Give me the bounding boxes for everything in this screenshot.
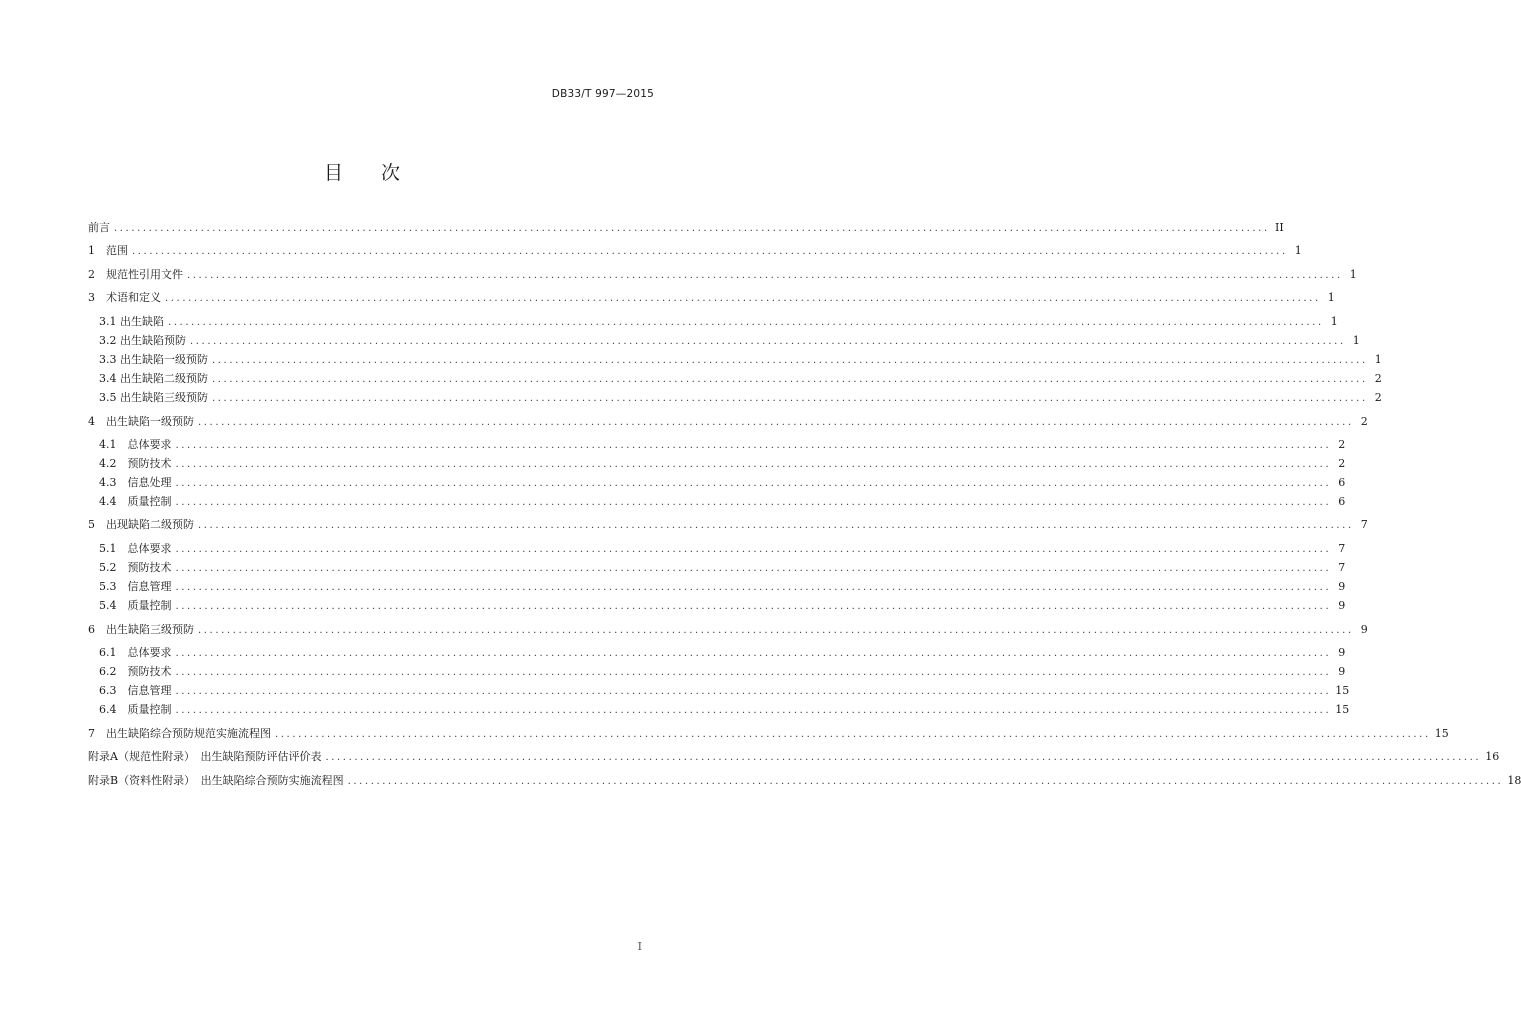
toc-entry-page: 1 xyxy=(1327,291,1335,304)
toc-entry-leader: ........................................................................................................................................................................................................ xyxy=(175,544,1332,555)
toc-entry-page: 6 xyxy=(1338,476,1346,489)
toc-entry[interactable] xyxy=(99,645,1346,661)
toc-entry[interactable] xyxy=(99,314,1338,330)
toc-entry-page: 9 xyxy=(1338,665,1346,678)
toc-entry-leader: ........................................................................................................................................................................................................ xyxy=(275,729,1431,740)
toc-title-left: 目 xyxy=(323,162,343,184)
toc-entry-label: 前言 xyxy=(88,221,110,234)
toc-entry-page: 9 xyxy=(1338,599,1346,612)
toc-entry-page: 2 xyxy=(1360,415,1368,428)
toc-entry[interactable] xyxy=(88,243,1302,259)
toc-entry-leader: ........................................................................................................................................................................................................ xyxy=(212,374,1368,385)
toc-entry-page: 7 xyxy=(1360,518,1368,531)
toc-entry-leader: ........................................................................................................................................................................................................ xyxy=(175,478,1332,489)
toc-entry-leader: ........................................................................................................................................................................................................ xyxy=(175,497,1332,508)
toc-entry[interactable] xyxy=(99,371,1382,387)
toc-entry-page: 2 xyxy=(1374,391,1382,404)
toc-entry[interactable] xyxy=(99,390,1382,406)
toc-entry-leader: ........................................................................................................................................................................................................ xyxy=(132,246,1288,257)
toc-entry-page: 2 xyxy=(1338,457,1346,470)
toc-entry-leader: ........................................................................................................................................................................................................ xyxy=(175,582,1332,593)
toc-entry-label: 3.4 出生缺陷二级预防 xyxy=(99,372,208,385)
toc-entry-label: 3 术语和定义 xyxy=(88,291,161,304)
toc-entry-label: 附录A（规范性附录） 出生缺陷预防评估评价表 xyxy=(88,750,322,763)
toc-entry-page: 15 xyxy=(1335,703,1350,716)
toc-entry-label: 4.2 预防技术 xyxy=(99,457,172,470)
toc-entry-label: 5.2 预防技术 xyxy=(99,561,172,574)
toc-entry-label: 4 出生缺陷一级预防 xyxy=(88,415,194,428)
toc-entry[interactable] xyxy=(99,683,1350,699)
toc-entry[interactable] xyxy=(99,475,1346,491)
toc-entry[interactable] xyxy=(99,560,1346,576)
toc-entry-page: 6 xyxy=(1338,495,1346,508)
toc-entry[interactable] xyxy=(99,437,1346,453)
toc-entry-leader: ........................................................................................................................................................................................................ xyxy=(212,393,1368,404)
toc-entry[interactable] xyxy=(88,749,1500,765)
toc-entry-leader: ........................................................................................................................................................................................................ xyxy=(325,752,1482,763)
toc-entry-leader: ........................................................................................................................................................................................................ xyxy=(198,417,1354,428)
toc-entry-page: 15 xyxy=(1434,727,1449,740)
toc-entry-label: 3.2 出生缺陷预防 xyxy=(99,334,186,347)
toc-entry-leader: ........................................................................................................................................................................................................ xyxy=(198,625,1354,636)
toc-entry-label: 5.4 质量控制 xyxy=(99,599,172,612)
toc-entry[interactable] xyxy=(99,579,1346,595)
toc-entry[interactable] xyxy=(88,517,1368,533)
toc-entry-label: 6.2 预防技术 xyxy=(99,665,172,678)
toc-entry-label: 5 出现缺陷二级预防 xyxy=(88,518,194,531)
toc-entry-leader: ........................................................................................................................................................................................................ xyxy=(212,355,1368,366)
toc-entry[interactable] xyxy=(88,220,1284,236)
toc-entry[interactable] xyxy=(99,494,1346,510)
toc-entry-label: 2 规范性引用文件 xyxy=(88,268,183,281)
toc-entry-page: 7 xyxy=(1338,542,1346,555)
toc-entry-label: 3.5 出生缺陷三级预防 xyxy=(99,391,208,404)
toc-entry-leader: ........................................................................................................................................................................................................ xyxy=(165,293,1321,304)
toc-title-right: 次 xyxy=(381,162,401,184)
toc-entry[interactable] xyxy=(99,333,1360,349)
toc-entry-leader: ........................................................................................................................................................................................................ xyxy=(175,459,1332,470)
toc-entry[interactable] xyxy=(88,267,1357,283)
toc-entry-label: 3.3 出生缺陷一级预防 xyxy=(99,353,208,366)
toc-entry[interactable] xyxy=(88,773,1521,789)
toc-entry[interactable] xyxy=(99,456,1346,472)
toc-entry-page: 18 xyxy=(1507,774,1521,787)
page-number: I xyxy=(637,940,642,953)
toc-entry-page: 15 xyxy=(1335,684,1350,697)
toc-entry[interactable] xyxy=(99,702,1350,718)
toc-entry-page: 9 xyxy=(1360,623,1368,636)
toc-entry-label: 6.4 质量控制 xyxy=(99,703,172,716)
toc-entry-leader: ........................................................................................................................................................................................................ xyxy=(175,686,1332,697)
toc-entry-page: 1 xyxy=(1349,268,1357,281)
toc-entry-page: 1 xyxy=(1294,244,1302,257)
toc-entry-leader: ........................................................................................................................................................................................................ xyxy=(187,270,1343,281)
toc-entry-page: 16 xyxy=(1485,750,1500,763)
toc-entry-label: 3.1 出生缺陷 xyxy=(99,315,164,328)
toc-entry-leader: ........................................................................................................................................................................................................ xyxy=(190,336,1346,347)
toc-entry-leader: ........................................................................................................................................................................................................ xyxy=(114,223,1270,234)
toc-entry-page: 1 xyxy=(1330,315,1338,328)
toc-entry-leader: ........................................................................................................................................................................................................ xyxy=(198,520,1354,531)
toc-entry[interactable] xyxy=(99,352,1382,368)
toc-entry-label: 附录B（资料性附录） 出生缺陷综合预防实施流程图 xyxy=(88,774,344,787)
toc-entry-page: 9 xyxy=(1338,580,1346,593)
toc-entry-leader: ........................................................................................................................................................................................................ xyxy=(347,776,1504,787)
toc-entry-page: II xyxy=(1275,221,1284,234)
toc-entry-label: 7 出生缺陷综合预防规范实施流程图 xyxy=(88,727,271,740)
toc-entry-label: 6.3 信息管理 xyxy=(99,684,172,697)
toc-entry-label: 5.3 信息管理 xyxy=(99,580,172,593)
toc-entry-leader: ........................................................................................................................................................................................................ xyxy=(168,317,1324,328)
toc-entry-label: 5.1 总体要求 xyxy=(99,542,172,555)
toc-entry-label: 6.1 总体要求 xyxy=(99,646,172,659)
toc-entry[interactable] xyxy=(99,598,1346,614)
toc-entry-page: 2 xyxy=(1338,438,1346,451)
toc-entry-leader: ........................................................................................................................................................................................................ xyxy=(175,705,1332,716)
toc-entry[interactable] xyxy=(88,726,1449,742)
toc-entry-label: 4.1 总体要求 xyxy=(99,438,172,451)
toc-entry-leader: ........................................................................................................................................................................................................ xyxy=(175,440,1332,451)
toc-entry[interactable] xyxy=(99,664,1346,680)
toc-entry-page: 7 xyxy=(1338,561,1346,574)
toc-entry-leader: ........................................................................................................................................................................................................ xyxy=(175,563,1332,574)
toc-entry-page: 2 xyxy=(1374,372,1382,385)
toc-entry-label: 4.3 信息处理 xyxy=(99,476,172,489)
toc-entry-label: 6 出生缺陷三级预防 xyxy=(88,623,194,636)
toc-entry-leader: ........................................................................................................................................................................................................ xyxy=(175,601,1332,612)
toc-entry[interactable] xyxy=(88,290,1335,306)
document-code: DB33/T 997—2015 xyxy=(551,88,654,100)
toc-entry-page: 1 xyxy=(1374,353,1382,366)
toc-entry-page: 1 xyxy=(1352,334,1360,347)
toc-entry[interactable] xyxy=(88,622,1368,638)
toc-entry-label: 1 范围 xyxy=(88,244,128,257)
toc-entry[interactable] xyxy=(99,541,1346,557)
toc-entry-label: 4.4 质量控制 xyxy=(99,495,172,508)
toc-entry-leader: ........................................................................................................................................................................................................ xyxy=(175,648,1332,659)
toc-entry[interactable] xyxy=(88,414,1368,430)
toc-entry-page: 9 xyxy=(1338,646,1346,659)
toc-entry-leader: ........................................................................................................................................................................................................ xyxy=(175,667,1332,678)
